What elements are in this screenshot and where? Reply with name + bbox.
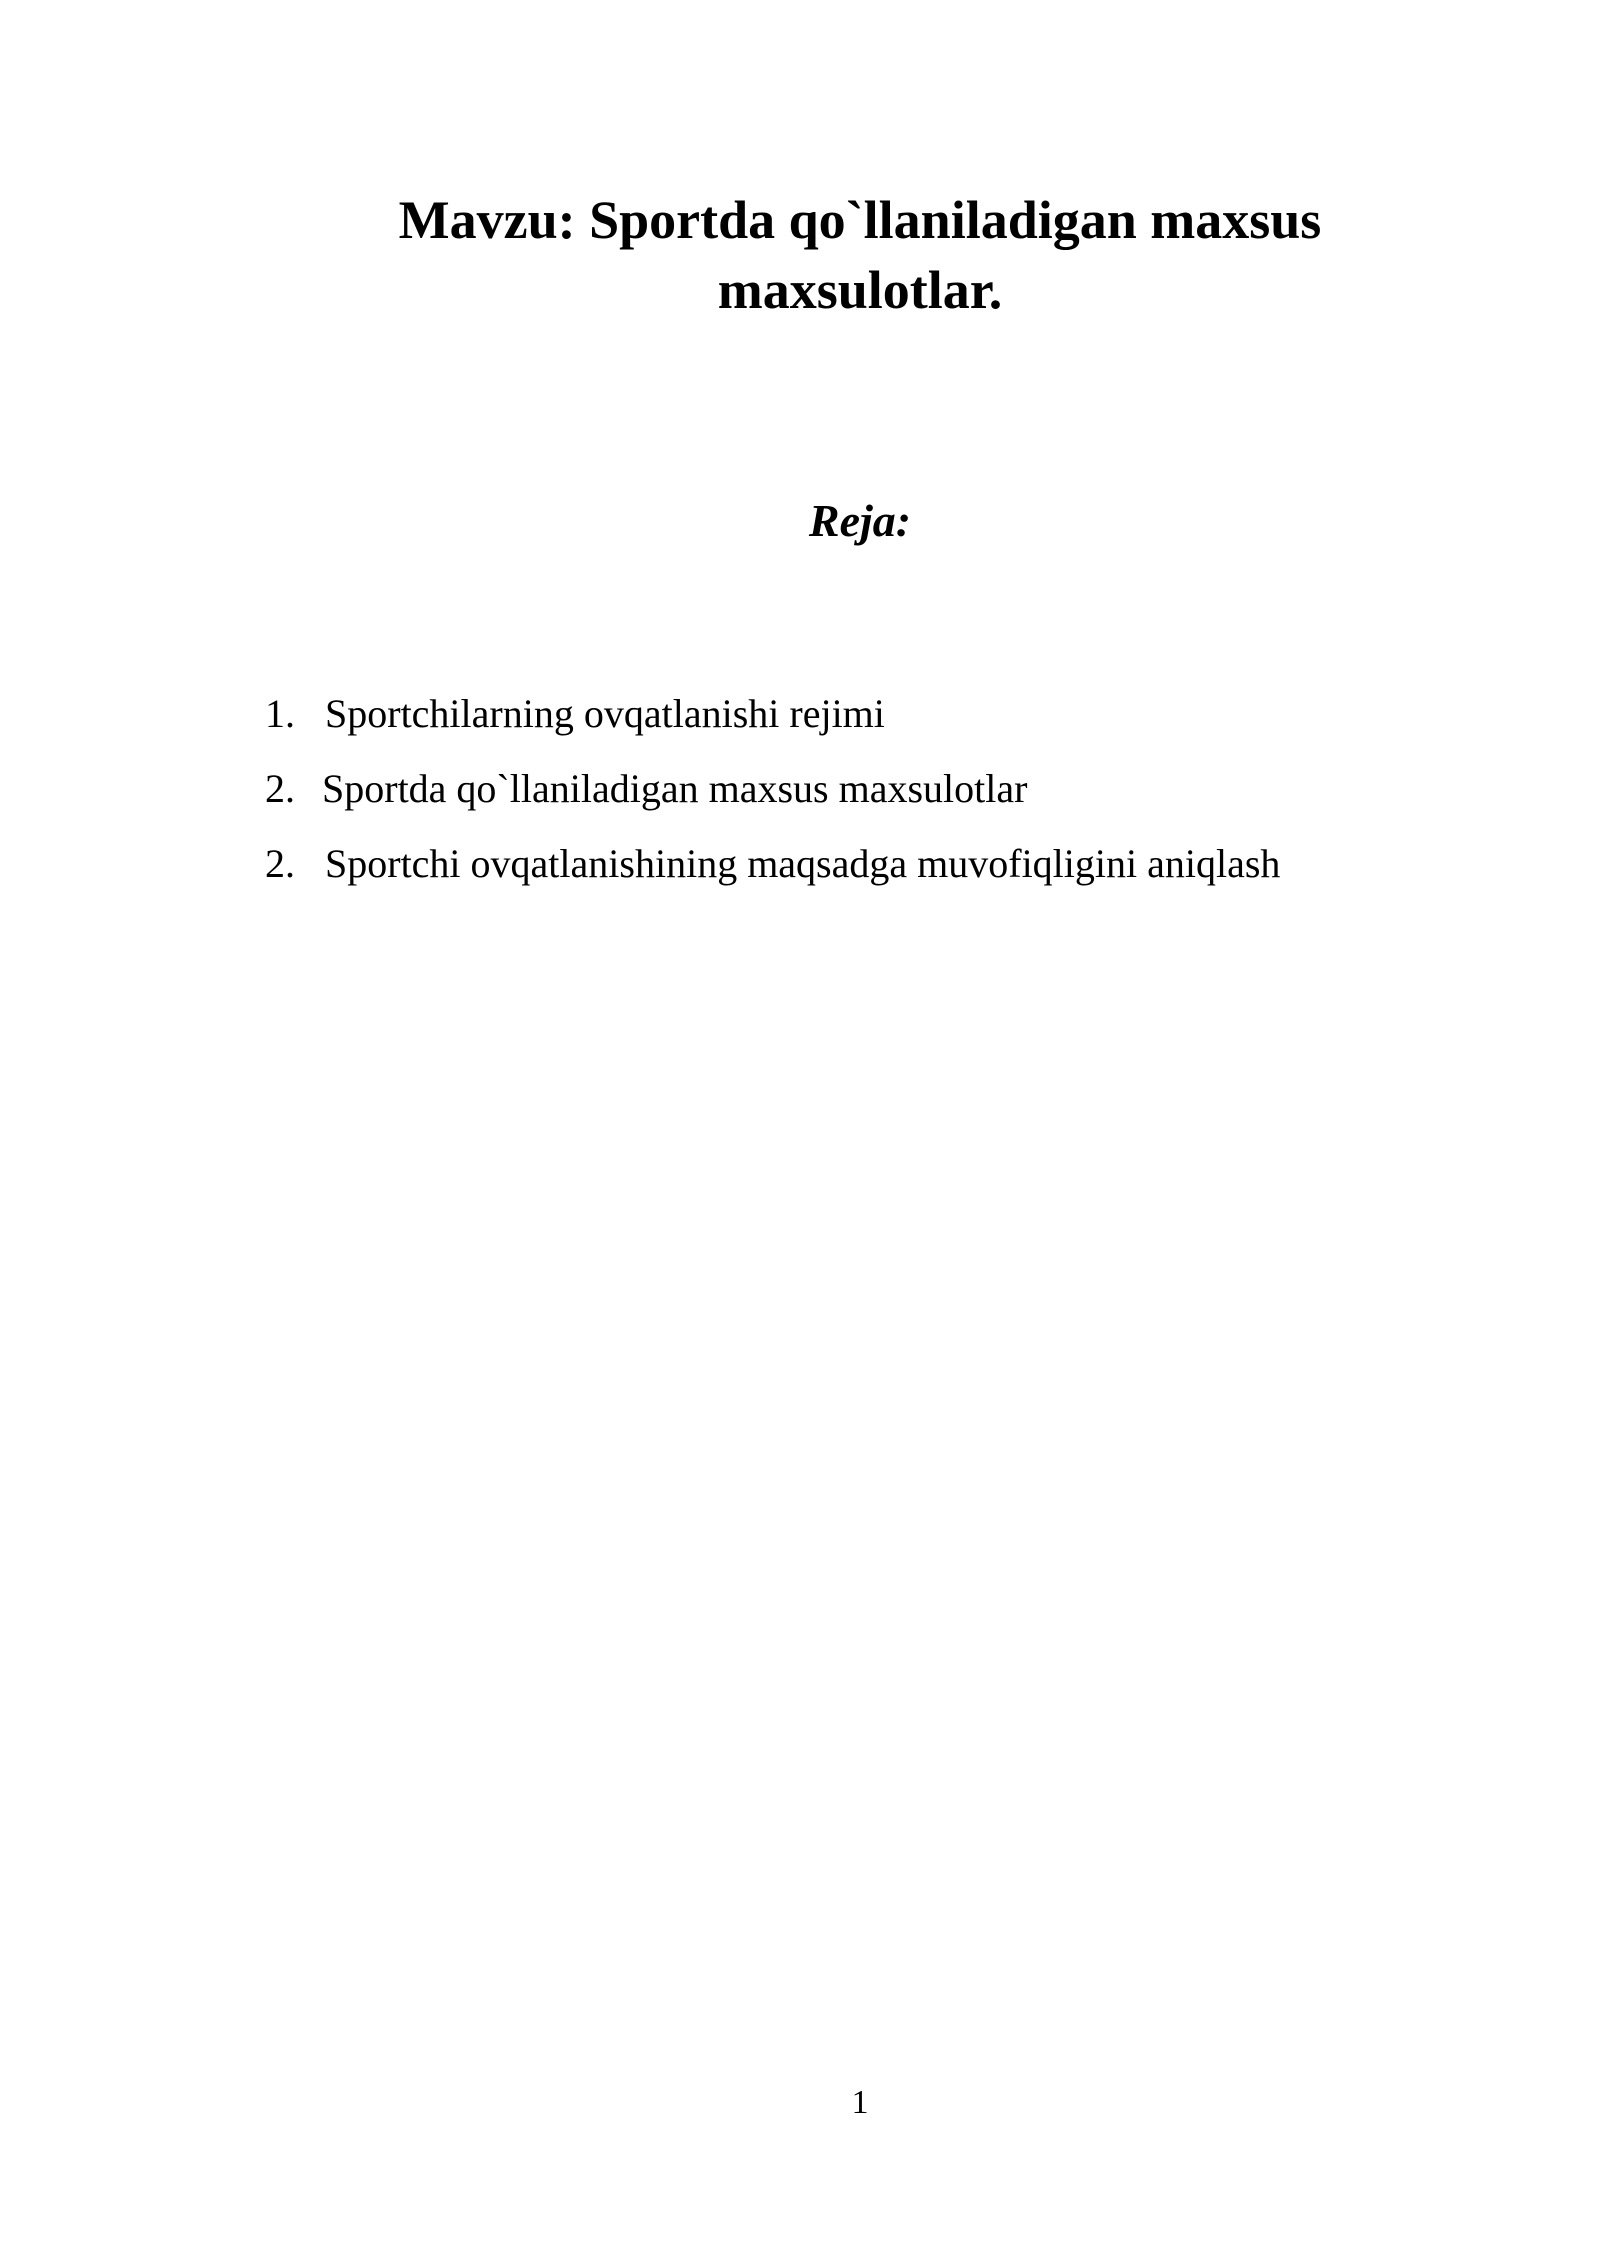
plan-item-number: 2. xyxy=(265,841,295,886)
plan-item-text: Sportchilarning ovqatlanishi rejimi xyxy=(325,691,885,736)
plan-item-2 xyxy=(265,765,1280,840)
plan-item-1 xyxy=(265,690,1280,765)
page-number: 1 xyxy=(851,2084,869,2121)
plan-item-number: 1. xyxy=(265,691,295,736)
plan-heading: Reja: xyxy=(808,495,912,546)
title-line-1: Mavzu: Sportda qo`llaniladigan maxsus xyxy=(398,190,1322,250)
plan-list xyxy=(265,690,1280,915)
plan-item-text: Sportda qo`llaniladigan maxsus maxsulotlar xyxy=(322,766,1028,811)
plan-item-3 xyxy=(265,840,1280,915)
plan-item-number: 2. xyxy=(265,766,295,811)
title-line-2: maxsulotlar. xyxy=(717,260,1003,320)
plan-item-text: Sportchi ovqatlanishining maqsadga muvofiqligini aniqlash xyxy=(325,841,1281,886)
document-title xyxy=(260,185,1460,325)
